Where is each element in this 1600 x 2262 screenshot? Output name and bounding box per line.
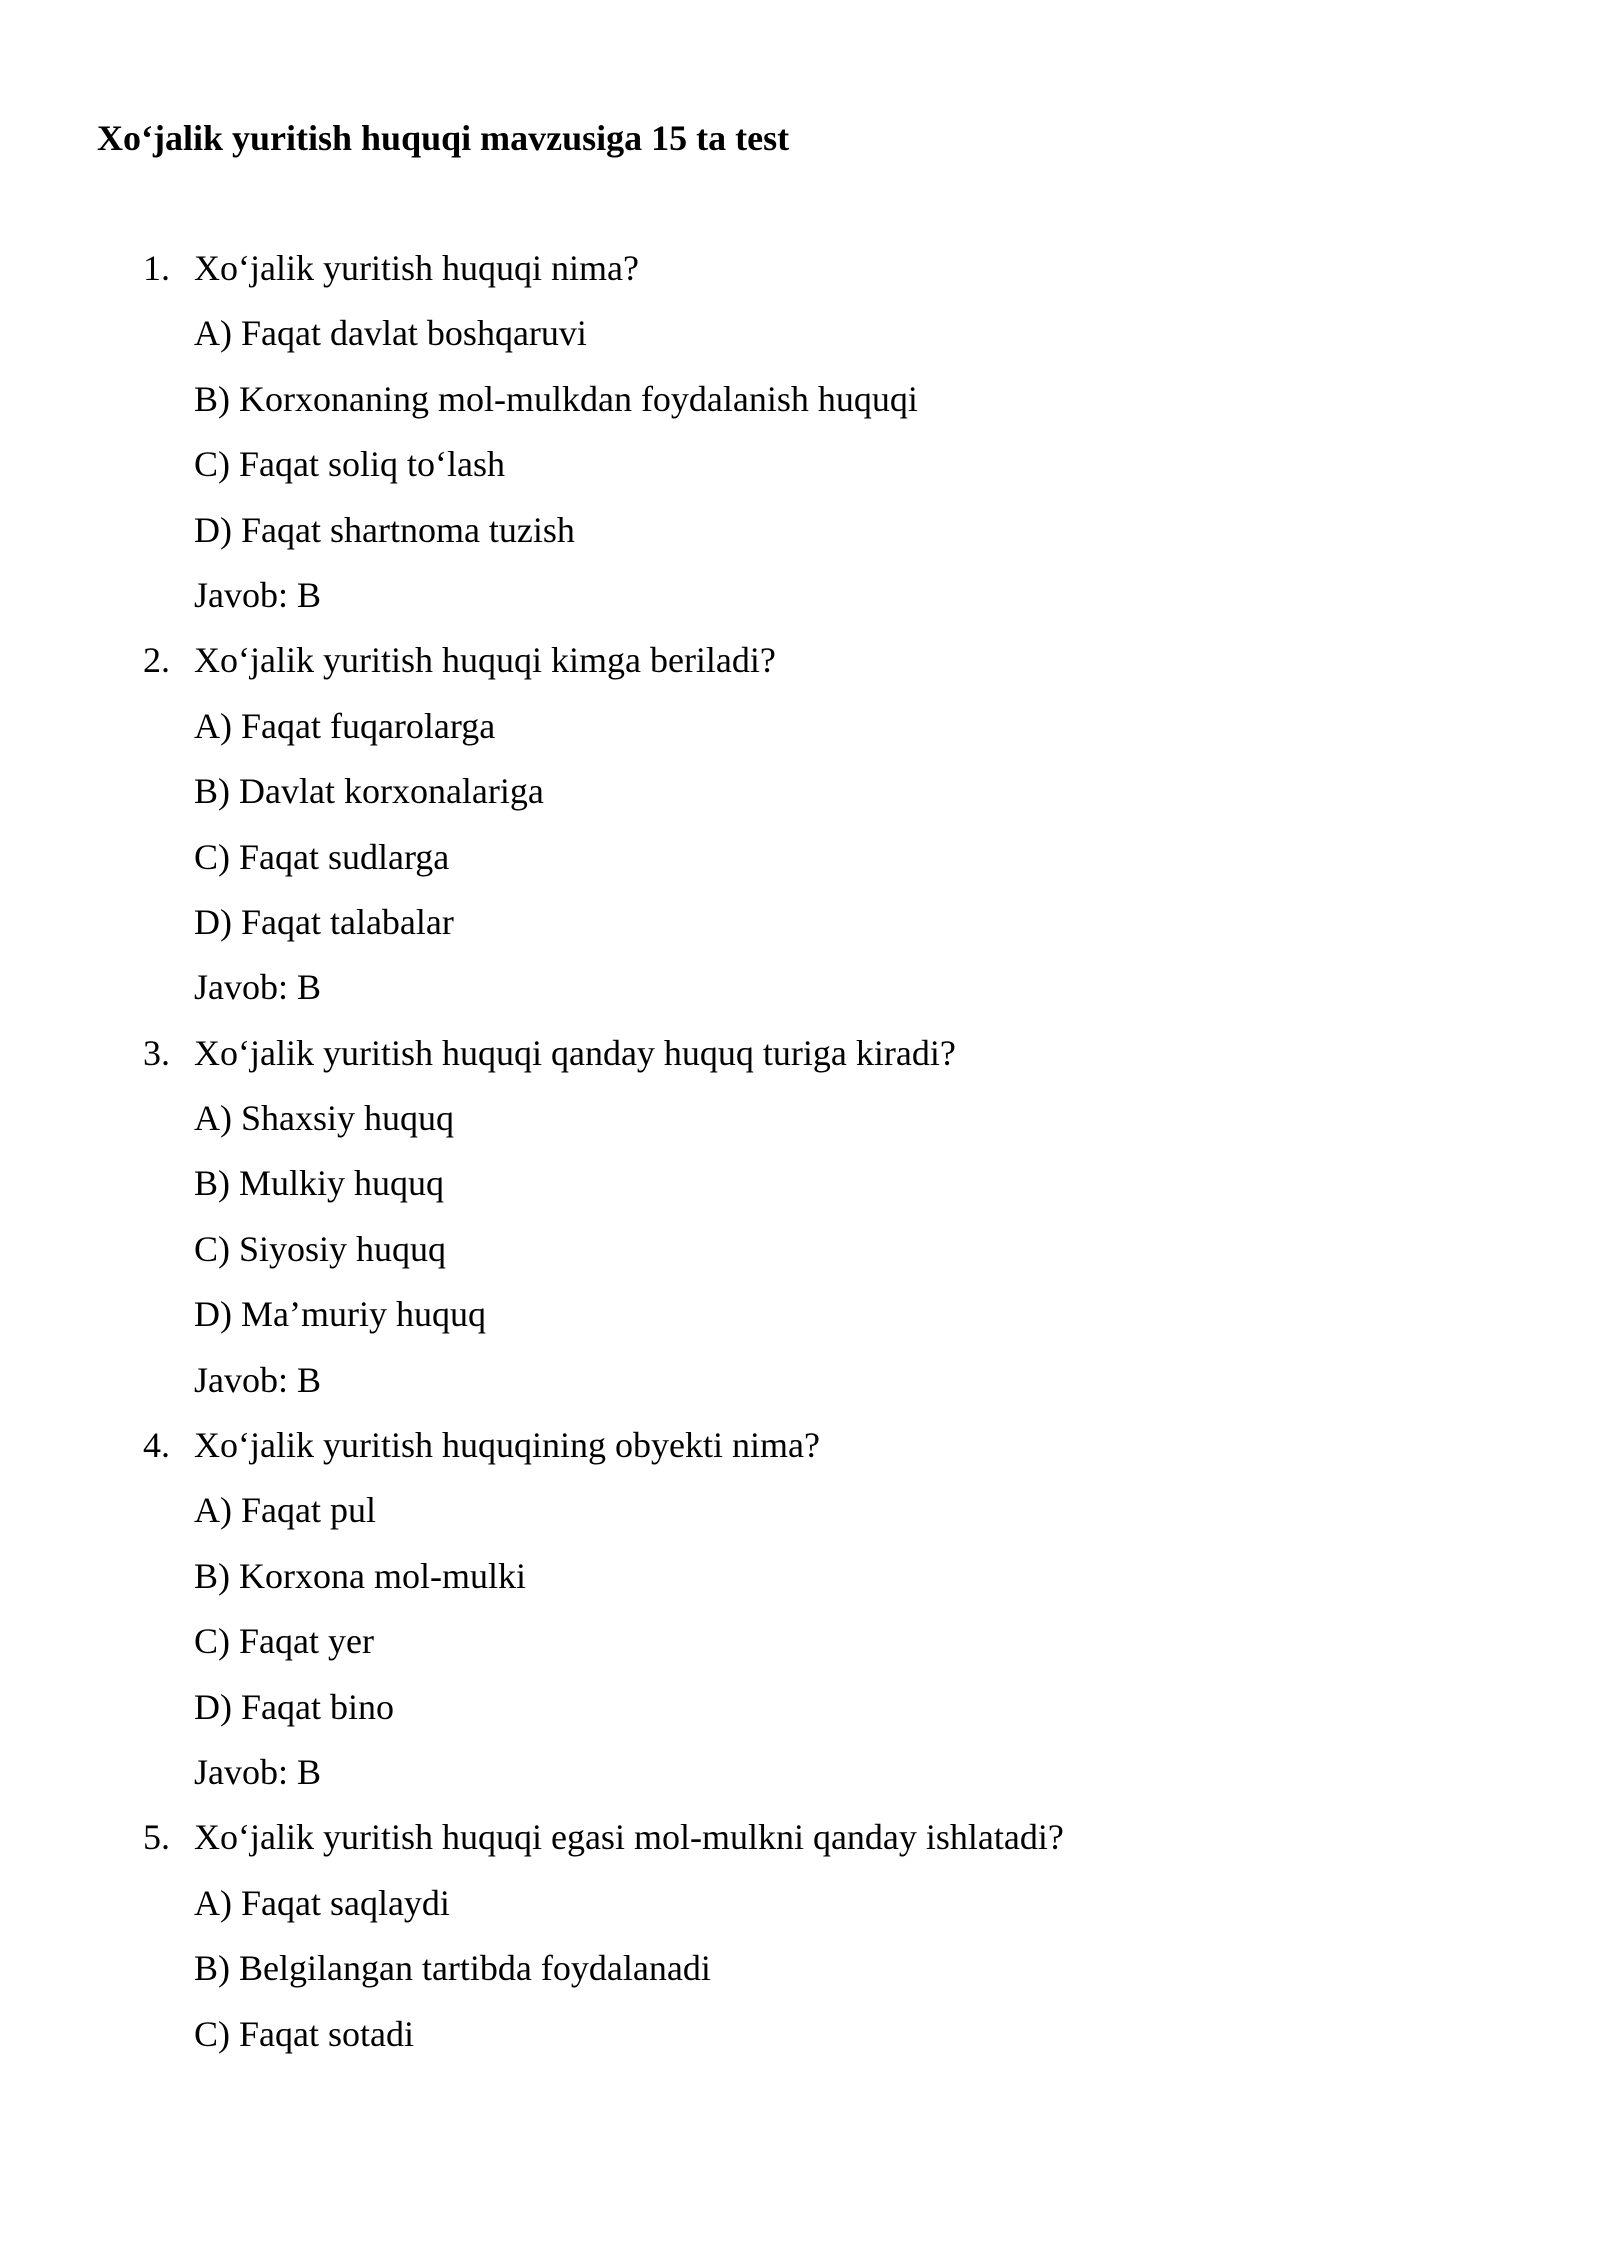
question-line xyxy=(0,636,1600,701)
option-d: D) Faqat shartnoma tuzish xyxy=(194,509,575,550)
option-line xyxy=(0,1552,1600,1617)
option-a: A) Faqat fuqarolarga xyxy=(194,705,496,746)
option-line xyxy=(0,1944,1600,2009)
question-text: Xo‘jalik yuritish huquqi egasi mol-mulkni qanday ishlatadi? xyxy=(194,1817,1064,1858)
question-3 xyxy=(0,1029,1600,1421)
answer-line xyxy=(0,571,1600,636)
option-line xyxy=(0,1094,1600,1159)
option-b: B) Mulkiy huquq xyxy=(194,1163,445,1204)
option-b: B) Korxonaning mol-mulkdan foydalanish huquqi xyxy=(194,378,918,419)
option-line xyxy=(0,702,1600,767)
option-a: A) Faqat pul xyxy=(194,1490,376,1531)
answer-line xyxy=(0,1748,1600,1813)
question-text: Xo‘jalik yuritish huquqining obyekti nima? xyxy=(194,1425,820,1466)
question-4 xyxy=(0,1421,1600,1813)
option-d: D) Faqat bino xyxy=(194,1686,394,1727)
option-c: C) Faqat soliq to‘lash xyxy=(194,444,505,485)
question-line xyxy=(0,1029,1600,1094)
answer-text: Javob: B xyxy=(194,574,322,615)
option-d: D) Faqat talabalar xyxy=(194,901,454,942)
option-line xyxy=(0,1290,1600,1355)
option-line xyxy=(0,898,1600,963)
option-c: C) Faqat sotadi xyxy=(194,2013,414,2054)
option-line xyxy=(0,1683,1600,1748)
question-text: Xo‘jalik yuritish huquqi qanday huquq turiga kiradi? xyxy=(194,1032,956,1073)
option-line xyxy=(0,1617,1600,1682)
question-number: 5. xyxy=(143,1817,170,1858)
answer-line xyxy=(0,1356,1600,1421)
option-c: C) Faqat sudlarga xyxy=(194,836,450,877)
answer-text: Javob: B xyxy=(194,1751,322,1792)
question-number: 1. xyxy=(143,248,170,288)
answer-text: Javob: B xyxy=(194,1359,322,1400)
option-c: C) Siyosiy huquq xyxy=(194,1228,447,1269)
question-1 xyxy=(0,244,1600,636)
option-a: A) Faqat saqlaydi xyxy=(194,1882,450,1923)
option-b: B) Davlat korxonalariga xyxy=(194,771,544,812)
option-a: A) Shaxsiy huquq xyxy=(194,1098,454,1139)
question-list xyxy=(0,244,1600,2075)
question-line xyxy=(0,1813,1600,1878)
question-text: Xo‘jalik yuritish huquqi nima? xyxy=(194,248,639,288)
question-number: 2. xyxy=(143,640,170,681)
option-line xyxy=(0,506,1600,571)
option-line xyxy=(0,1159,1600,1224)
option-line xyxy=(0,767,1600,832)
question-2 xyxy=(0,636,1600,1028)
option-b: B) Korxona mol-mulki xyxy=(194,1555,526,1596)
answer-line xyxy=(0,963,1600,1028)
question-number: 4. xyxy=(143,1425,170,1466)
option-line xyxy=(0,1486,1600,1551)
document-title: Xo‘jalik yuritish huquqi mavzusiga 15 ta test xyxy=(97,118,790,158)
option-line xyxy=(0,833,1600,898)
question-number: 3. xyxy=(143,1032,170,1073)
option-line xyxy=(0,2010,1600,2075)
option-line xyxy=(0,309,1600,374)
option-line xyxy=(0,375,1600,440)
option-a: A) Faqat davlat boshqaruvi xyxy=(194,313,587,354)
option-line xyxy=(0,440,1600,505)
option-line xyxy=(0,1225,1600,1290)
question-line xyxy=(0,244,1600,309)
option-c: C) Faqat yer xyxy=(194,1621,374,1662)
option-line xyxy=(0,1879,1600,1944)
question-text: Xo‘jalik yuritish huquqi kimga beriladi? xyxy=(194,640,776,681)
question-5 xyxy=(0,1813,1600,2075)
question-line xyxy=(0,1421,1600,1486)
option-d: D) Ma’muriy huquq xyxy=(194,1294,486,1335)
answer-text: Javob: B xyxy=(194,967,322,1008)
option-b: B) Belgilangan tartibda foydalanadi xyxy=(194,1948,711,1989)
